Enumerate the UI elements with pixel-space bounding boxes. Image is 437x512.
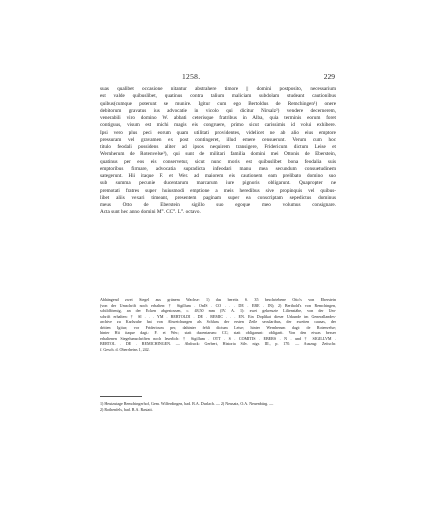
text-line: suas qualibet occasione nitantur abstrahere timore || domini postposito, necessarium <box>100 86 336 92</box>
editorial-notes <box>100 297 336 352</box>
note-line: hinter Hii itaque dagt.: F. et Wer.; statt ducentarum: CC; statt obligarunt: obligarit. Von den etwas besser <box>100 330 336 336</box>
note-line: schrift erhalten: † SI . . . YM . BERTOLDI . DE . REMIC . . . EN. Ein Doplikat dieser Urkunde im Generallandes- <box>100 313 336 319</box>
page-header <box>100 72 335 82</box>
text-line: contiguus, visum est michi magis eis congruere, primo sicut carissimis id volui exhibere. <box>100 122 336 129</box>
note-line: dritten Igitur; vor Fridericum per, dahinter fehlt dictum Leise; hinter Wernherum dagt: de Rotenvelse; <box>100 324 336 330</box>
header-year: 1258. <box>182 72 201 81</box>
text-line: premotati fratres super huiusmodi emptione a meis heredibus sive propinquis vel quibus- <box>100 187 336 194</box>
note-line: BERTOL . DE . REMICHINGEN. — Abdruck: Gerbert, Historia Silv. nigr. III., p. 170. — Auszug: Zeitschr. <box>100 341 336 347</box>
text-line: meus Otto de Eberstein sigillo suo egoque meo volumus consignare. <box>100 202 336 208</box>
note-line: archive zu Karlsruhe hat von Abweichungen als Schluss der ersten Zeile secularibus, der zweiten causas, der <box>100 319 336 325</box>
text-line: venerabili viro domino W. abbati ceterisque fratribus in Alba, quia terminis eorum foret <box>100 115 336 121</box>
text-line: debitorum gravatus ius advocatie in vicolo qui dicitur Nirsalz²) vendere decernerem, <box>100 107 336 114</box>
text-line: emptoribus firmare, advocatia supradicta infeodari manu mea secundum consuetudinem <box>100 165 336 172</box>
footnote-divider <box>100 396 142 397</box>
text-line: libet aliis vexari timeant, presentem paginam super ea conscriptam sepedictus dominus <box>100 194 336 201</box>
note-line: f. Gesch. d. Oberrheins 1, 242. <box>100 346 150 352</box>
note-line: Abhängend zwei Siegel aus grünem Wachse: 1) das bereits S. 35 beschriebene Otto's von Eberstein <box>100 297 336 302</box>
footnotes <box>100 401 336 412</box>
text-line: quatinus per eos eis conservetur, sicut nunc moris est quibuslibet bona feodalia suis <box>100 158 336 165</box>
footnote-line: 2) Rothenfels, bad. B.A. Rastatt. <box>100 406 153 412</box>
charter-text <box>100 86 336 217</box>
text-line: est valde quibuslibet, quatinus contra talium maliciam subdolam studeant cautionibus <box>100 93 336 100</box>
text-line: Ipsi vero plus peci eorum quam utilitati providentes, videlicet ne ab alio eius emptore <box>100 129 336 136</box>
text-line: titulo feodali possidens aliter ad ipsos nequirem transigere, Fridericum dictum Leise et <box>100 144 336 150</box>
text-line: Wernherum de Rotenvelse³), qui sunt de militari familia domini mei Ottonis de Eberstein, <box>100 151 336 158</box>
text-line: sategerunt. Hii itaque F. et Wer. ad maiorem eis cautionem eam prelibato domino suo <box>100 173 336 179</box>
text-line: pressuram vel gravamen ex post contingeret, illud emere censuerunt. Verum cum hoc <box>100 136 336 143</box>
note-line: schildförmig, an der Ecken abgestossen, c. 48,50 mm (IV. A. 1): zwei gekreuzte Lilienstäbe, von der Um- <box>100 308 336 314</box>
text-line: quibus(cumque poterunt se munire. Igitur cum ego Bertoldus de Remchingen¹) onere <box>100 100 336 107</box>
page-number: 229 <box>323 72 335 81</box>
note-line: (von der Umschrift noch erhalten: † Sigillum . OnIS . CO . . . DE . EBE . IN); 2) Berthold's von Remchingen, <box>100 302 336 308</box>
footnote-line: 1) Heutzutage Remchingerhof, Gem. Wilferdingen, bad. B.A. Durlach. — 2) Neusatz, O.A. Neuenbürg. — <box>100 401 274 406</box>
text-line: Acta sunt hec anno domini M°. CC°. L°. octavo. <box>100 209 201 216</box>
text-line: sub summa pecunie ducentarum marcarum iure pignoris obligarunt. Quapropter ne <box>100 180 336 187</box>
note-line: erhaltenen Siegelumschriften noch leserlich: † Sigillum . OTT . S . COMITIS . EBERS . N . und † SIGILLVM . <box>100 335 336 341</box>
